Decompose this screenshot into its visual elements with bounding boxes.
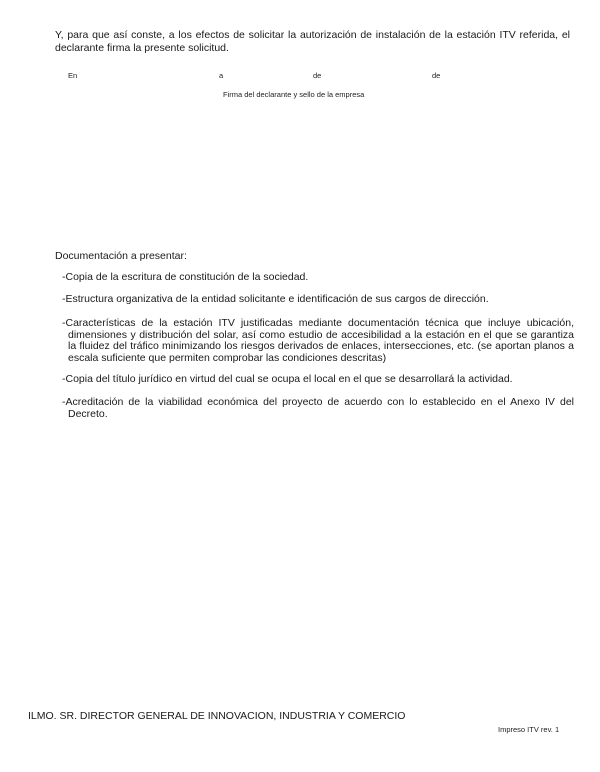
signature-caption: Firma del declarante y sello de la empresa [223, 90, 365, 99]
addressee-footer: ILMO. SR. DIRECTOR GENERAL DE INNOVACION, INDUSTRIA Y COMERCIO [28, 710, 406, 722]
list-item-text-first-line: -Acreditación de la viabilidad económica del proyecto de acuerdo con lo establecido en el Anexo IV del [62, 396, 574, 408]
list-item-text-continuation: Decreto. [68, 407, 108, 420]
list-item-text: -Estructura organizativa de la entidad solicitante e identificación de sus cargos de dirección. [62, 293, 489, 305]
day-label-a: a [219, 71, 224, 80]
list-item [62, 374, 574, 386]
list-item-text-first-line: -Características de la estación ITV justificadas mediante documentación técnica que incluye ubicación, [62, 317, 574, 329]
list-item-text: -Copia del título jurídico en virtud del cual se ocupa el local en el que se desarrollará la actividad. [62, 373, 513, 385]
list-item [62, 397, 574, 420]
place-label-en: En [68, 71, 78, 80]
list-item [62, 318, 574, 364]
declaration-line-2: declarante firma la presente solicitud. [55, 41, 229, 54]
documentation-heading: Documentación a presentar: [55, 250, 187, 262]
list-item-text: -Copia de la escritura de constitución de la sociedad. [62, 271, 309, 283]
declaration-paragraph [55, 29, 570, 54]
list-item [62, 272, 574, 284]
declaration-line-1: Y, para que así conste, a los efectos de solicitar la autorización de instalación de la estación ITV referida, el [55, 29, 570, 41]
year-label-de: de [432, 71, 441, 80]
list-item-text-continuation: dimensiones y distribución del solar, así como estudio de accesibilidad a la estación en el que se garantiza la fluidez del tráfico minimizando los riesgos derivados de enlaces, intersecciones, etc. (se aportan planos a escala suficiente que permiten comprobar las condiciones descritas) [68, 328, 574, 364]
form-revision-label: Impreso ITV rev. 1 [498, 725, 560, 734]
list-item [62, 294, 574, 306]
month-label-de: de [313, 71, 322, 80]
